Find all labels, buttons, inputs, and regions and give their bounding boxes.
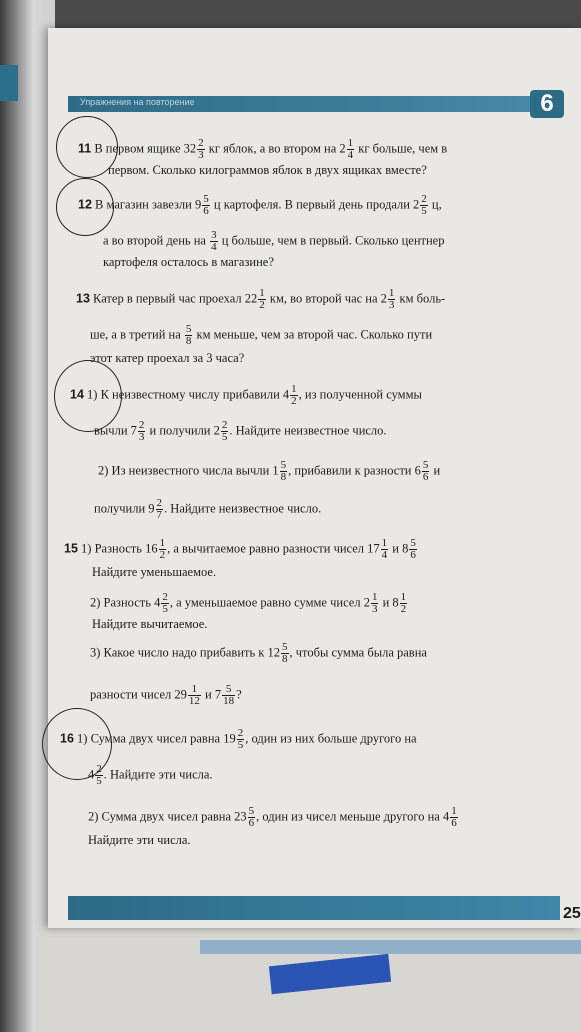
numerator: 1 [188,684,201,696]
text: В магазин завезли 9 [95,197,202,212]
numerator: 5 [185,323,192,335]
problem-15-part-3-line-2 [90,684,242,707]
textbook-page [48,28,581,928]
denominator: 3 [388,299,395,311]
fraction [400,592,408,615]
denominator: 4 [381,549,388,561]
denominator: 6 [422,471,429,483]
text: ц картофеля. В первый день продали 2 [213,197,420,212]
footer-bar [68,896,560,920]
denominator: 5 [421,205,427,217]
text: ц больше, чем в первый. Сколько центнер [221,233,445,248]
text: Найдите вычитаемое. [92,617,208,631]
denominator: 2 [291,395,297,407]
fraction [156,498,164,521]
numerator: 1 [371,591,378,603]
denominator: 5 [221,431,228,443]
text: 2) Разность 4 [90,595,161,610]
numerator: 5 [248,805,255,817]
text: ? [236,687,242,702]
problem-14-part-2-line-1 [98,460,440,483]
numerator: 5 [410,537,416,549]
denominator: 2 [259,299,265,311]
text: . Найдите неизвестное число. [229,423,387,438]
problem-16-part-1-line-2 [88,764,213,787]
fraction [210,230,218,253]
text: и 8 [392,541,409,556]
numerator: 2 [138,419,145,431]
text: В первом ящике 32 [94,141,197,156]
numerator: 2 [221,419,228,431]
text: . Найдите эти числа. [103,767,213,782]
denominator: 12 [188,695,200,707]
problem-13-line-1 [76,288,445,311]
fraction [222,684,235,707]
fraction [420,194,428,217]
problem-15-part-2-line-1 [90,592,408,615]
problem-16-part-2-line-2 [88,832,191,848]
problem-13-line-3 [90,350,244,366]
problem-15-part-1-line-2 [92,564,216,580]
denominator: 8 [185,335,192,347]
numerator: 2 [162,591,168,603]
section-label: Упражнения на повторение [80,97,195,107]
denominator: 18 [223,695,235,707]
fraction [248,806,256,829]
text: , один из чисел меньше другого на 4 [256,809,450,824]
text: а во второй день на [103,233,206,248]
text: вычли 7 [94,423,137,438]
fraction [450,806,458,829]
denominator: 5 [96,775,102,787]
problem-14-part-2-line-2 [94,498,321,521]
numerator: 1 [259,287,265,299]
numerator: 5 [222,684,235,696]
numerator: 1 [291,383,297,395]
numerator: 1 [347,137,354,149]
text: кг больше, чем в [358,141,448,156]
problem-number: 14 [70,387,84,402]
text: 4 [88,767,95,782]
fraction [202,194,210,217]
denominator: 2 [159,549,166,561]
text: ше, а в третий на [90,327,181,342]
problem-11-line-2 [108,162,427,178]
text: и 7 [205,687,222,702]
text: и 8 [382,595,399,610]
text: этот катер проехал за 3 часа? [90,351,245,365]
denominator: 3 [198,149,204,161]
denominator: 8 [280,471,287,483]
next-page-strip [200,940,581,954]
fraction [422,460,430,483]
denominator: 7 [156,509,163,521]
problem-number: 11 [78,141,92,156]
numerator: 5 [203,193,209,205]
header-bar [68,96,560,112]
problem-number: 13 [76,291,90,306]
numerator: 2 [198,137,204,149]
text: разности чисел 29 [90,687,187,702]
fraction [281,642,289,665]
text: ц, [431,197,442,212]
text: и [433,463,441,478]
fraction [388,288,396,311]
text: , чтобы сумма была равна [289,645,427,660]
numerator: 3 [211,229,217,241]
denominator: 6 [451,817,457,829]
text: получили 9 [94,501,155,516]
fraction [347,138,355,161]
text: первом. Сколько килограммов яблок в двух ящиках вместе? [108,163,427,177]
text: Найдите уменьшаемое. [92,565,217,579]
numerator: 2 [421,193,427,205]
problem-11-line-1 [78,138,447,161]
problem-16-part-2-line-1 [88,806,459,829]
problem-number: 15 [64,541,78,556]
fraction [159,538,167,561]
text: км, во второй час на 2 [269,291,387,306]
numerator: 1 [159,537,166,549]
fraction [371,592,379,615]
denominator: 6 [203,205,209,217]
fraction [290,384,298,407]
text: Найдите эти числа. [88,833,191,847]
chapter-badge: 6 [530,90,564,118]
denominator: 8 [282,653,288,665]
problem-number: 16 [60,731,74,746]
text: , а уменьшаемое равно сумме чисел 2 [169,595,370,610]
problem-15-part-2-line-2 [92,616,207,632]
numerator: 2 [96,763,102,775]
text: кг яблок, а во втором на 2 [208,141,346,156]
text: км боль- [399,291,446,306]
fraction [280,460,288,483]
text: . Найдите неизвестное число. [164,501,322,516]
fraction [237,728,245,751]
fraction [381,538,389,561]
text: картофеля осталось в магазине? [103,255,274,269]
text: , один из них больше другого на [245,731,417,746]
problem-12-line-2 [103,230,444,253]
denominator: 5 [162,603,168,615]
problem-13-line-2 [90,324,432,347]
text: и получили 2 [149,423,220,438]
text: , из полученной суммы [298,387,422,402]
numerator: 1 [388,287,395,299]
problem-14-part-1-line-1 [70,384,422,407]
fraction [409,538,417,561]
numerator: 2 [237,727,244,739]
page-number: 25 [563,905,581,922]
fraction [161,592,169,615]
denominator: 3 [371,603,378,615]
numerator: 5 [280,459,287,471]
denominator: 6 [248,817,255,829]
problem-15-part-3-line-1 [90,642,427,665]
numerator: 5 [422,459,429,471]
fraction [95,764,103,787]
denominator: 4 [211,241,217,253]
denominator: 3 [138,431,145,443]
numerator: 5 [282,641,288,653]
fraction [258,288,266,311]
denominator: 5 [237,739,244,751]
problem-15-part-1-line-1 [64,538,418,561]
text: 1) К неизвестному числу прибавили 4 [87,387,290,402]
text: 3) Какое число надо прибавить к 12 [90,645,280,660]
background-left [0,0,55,1032]
numerator: 2 [156,497,163,509]
fraction [138,420,146,443]
fraction [185,324,193,347]
numerator: 1 [451,805,457,817]
problem-12-line-3 [103,254,274,270]
numerator: 1 [381,537,388,549]
problem-number: 12 [78,197,92,212]
fraction [221,420,229,443]
text: 2) Из неизвестного числа вычли 1 [98,463,279,478]
problem-12-line-1 [78,194,442,217]
problem-16-part-1-line-1 [60,728,417,751]
text: км меньше, чем за второй час. Сколько пути [196,327,433,342]
fraction [188,684,201,707]
text: 1) Разность 16 [81,541,158,556]
text: 2) Сумма двух чисел равна 23 [88,809,247,824]
text: 1) Сумма двух чисел равна 19 [77,731,236,746]
problem-14-part-1-line-2 [94,420,387,443]
fraction [197,138,205,161]
previous-page-tab [0,65,18,101]
text: , а вычитаемое равно разности чисел 17 [167,541,380,556]
denominator: 6 [410,549,416,561]
numerator: 1 [400,591,407,603]
text: Катер в первый час проехал 22 [93,291,258,306]
denominator: 2 [400,603,407,615]
denominator: 4 [347,149,354,161]
text: , прибавили к разности 6 [288,463,421,478]
